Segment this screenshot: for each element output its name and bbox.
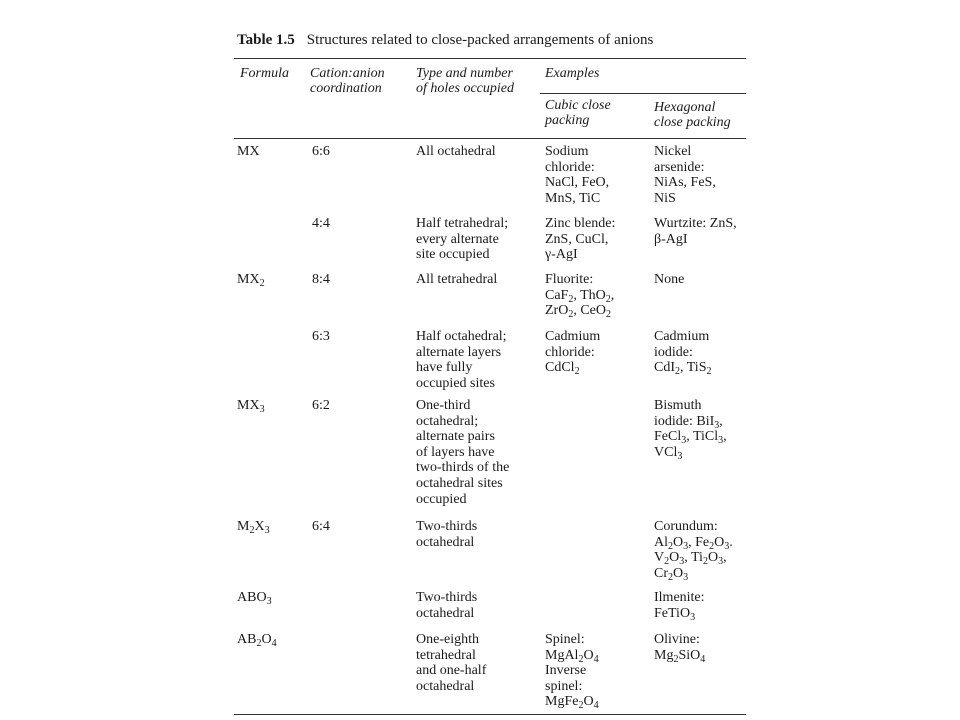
cell-line: Sodium — [545, 144, 589, 159]
cell-line: octahedral — [416, 678, 475, 694]
cell-formula — [237, 144, 260, 160]
cell-hexagonal-example — [654, 632, 705, 663]
table-title: Structures related to close-packed arrangements of anions — [306, 32, 654, 48]
cell-holes — [416, 272, 497, 288]
cell-line: All octahedral — [416, 144, 496, 159]
header-cubic-close-packing: Cubic close packing — [545, 98, 611, 128]
cell-line: occupied sites — [416, 375, 495, 391]
cell-line: $Mg_2SiO_4$ — [654, 647, 706, 665]
cell-cubic-example — [545, 329, 600, 376]
cell-cubic-example — [545, 144, 609, 206]
cell-cubic-example — [545, 272, 614, 319]
cell-line: ZnS, CuCl, — [545, 231, 609, 247]
cell-holes — [416, 144, 496, 160]
cell-line: FeTiO$_3$ — [654, 605, 696, 623]
table-caption — [237, 32, 653, 49]
cell-line: octahedral; — [416, 413, 479, 429]
cell-line: $M_2X_3$ — [237, 519, 270, 536]
cell-line: None — [654, 272, 685, 287]
header-examples: Examples — [545, 66, 600, 81]
cell-line: CdCl$_2$ — [545, 360, 580, 378]
cell-line: alternate layers — [416, 344, 502, 360]
cell-line: 6:2 — [312, 398, 330, 413]
cell-cubic-example — [545, 216, 615, 263]
header-holes: Type and number of holes occupied — [416, 66, 514, 96]
cell-line: octahedral — [416, 605, 475, 621]
cell-line: Inverse — [545, 663, 587, 679]
cell-coordination — [312, 329, 330, 345]
cell-line: $Cr_2O_3$ — [654, 565, 689, 583]
header-rule — [234, 138, 746, 139]
cell-holes — [416, 519, 477, 550]
cell-line: 6:3 — [312, 329, 330, 344]
cell-formula — [237, 519, 270, 535]
cell-line: $ABO_3$ — [237, 590, 272, 607]
cell-line: VCl$_3$ — [654, 444, 683, 462]
cell-line: alternate pairs — [416, 429, 495, 445]
cell-holes — [416, 216, 508, 263]
cell-line: iodide: — [654, 344, 693, 360]
cell-line: NaCl, FeO, — [545, 175, 610, 191]
cell-line: 8:4 — [312, 272, 330, 287]
cell-line: One-eighth — [416, 632, 479, 647]
cell-line: Cadmium — [654, 329, 710, 344]
cell-line: $MgAl_2O_4$ — [545, 647, 599, 665]
cell-coordination — [312, 398, 330, 414]
cell-holes — [416, 329, 507, 391]
cell-line: Half tetrahedral; — [416, 216, 509, 231]
cell-coordination — [312, 216, 330, 232]
cell-hexagonal-example — [654, 272, 684, 288]
cell-hexagonal-example — [654, 144, 716, 206]
cell-line: tetrahedral — [416, 647, 476, 663]
cell-hexagonal-example — [654, 216, 737, 247]
cell-line: two-thirds of the — [416, 460, 510, 476]
cell-holes — [416, 398, 509, 507]
cell-holes — [416, 590, 477, 621]
header-formula: Formula — [240, 66, 289, 81]
cell-formula — [237, 272, 265, 288]
cell-line: All tetrahedral — [416, 272, 498, 287]
cell-line: Two-thirds — [416, 590, 478, 605]
cell-hexagonal-example — [654, 329, 711, 376]
cell-line: β-AgI — [654, 231, 688, 247]
cell-line: Nickel — [654, 144, 692, 159]
cell-line: spinel: — [545, 678, 583, 694]
cell-line: $MX_3$ — [237, 398, 265, 415]
cell-line: Olivine: — [654, 632, 700, 647]
cell-line: Zinc blende: — [545, 216, 616, 231]
cell-line: octahedral — [416, 534, 475, 550]
cell-line: CdI$_2$, TiS$_2$ — [654, 360, 712, 378]
cell-line: and one-half — [416, 663, 487, 679]
cell-hexagonal-example — [654, 398, 727, 460]
cell-line: of layers have — [416, 444, 495, 460]
cell-line: $Al_2O_3$, $Fe_2O_3$. — [654, 534, 733, 552]
cell-line: One-third — [416, 398, 471, 413]
cell-line: $MgFe_2O_4$ — [545, 694, 599, 712]
cell-line: Bismuth — [654, 398, 702, 413]
cell-coordination — [312, 272, 330, 288]
cell-line: γ-AgI — [545, 247, 578, 263]
cell-line: have fully — [416, 360, 473, 376]
cell-line: NiS — [654, 190, 676, 206]
cell-line: Wurtzite: ZnS, — [654, 216, 737, 231]
cell-line: Two-thirds — [416, 519, 478, 534]
cell-line: 6:4 — [312, 519, 330, 534]
cell-line: Cadmium — [545, 329, 601, 344]
header-coordination: Cation:anion coordination — [310, 66, 385, 96]
cell-line: $V_2O_3$, $Ti_2O_3$, — [654, 550, 727, 568]
top-rule — [234, 58, 746, 59]
cell-hexagonal-example — [654, 590, 705, 621]
cell-coordination — [312, 144, 330, 160]
cell-line: Half octahedral; — [416, 329, 507, 344]
cell-line: MnS, TiC — [545, 190, 601, 206]
cell-line: 4:4 — [312, 216, 330, 231]
cell-line: chloride: — [545, 159, 595, 175]
cell-formula — [237, 590, 272, 606]
cell-line: chloride: — [545, 344, 595, 360]
cell-hexagonal-example — [654, 519, 733, 581]
cell-coordination — [312, 519, 330, 535]
cell-line: $MX_2$ — [237, 272, 265, 289]
cell-line: site occupied — [416, 247, 490, 263]
cell-line: arsenide: — [654, 159, 705, 175]
cell-formula — [237, 398, 265, 414]
cell-line: every alternate — [416, 231, 499, 247]
cell-line: FeCl$_3$, TiCl$_3$, — [654, 429, 727, 447]
table-number: Table 1.5 — [237, 32, 295, 48]
header-hexagonal-close-packing: Hexagonal close packing — [654, 100, 731, 130]
bottom-rule — [234, 714, 746, 715]
cell-formula — [237, 632, 277, 648]
cell-line: Corundum: — [654, 519, 718, 534]
examples-rule — [540, 93, 746, 94]
cell-line: CaF$_2$, ThO$_2$, — [545, 287, 615, 305]
cell-line: NiAs, FeS, — [654, 175, 716, 191]
cell-line: ZrO$_2$, CeO$_2$ — [545, 303, 611, 321]
cell-line: Ilmenite: — [654, 590, 705, 605]
cell-line: Spinel: — [545, 632, 585, 647]
cell-line: Fluorite: — [545, 272, 594, 287]
cell-line: iodide: BiI$_3$, — [654, 413, 723, 431]
cell-cubic-example — [545, 632, 599, 710]
cell-line: $AB_2O_4$ — [237, 632, 277, 649]
cell-holes — [416, 632, 486, 694]
cell-line: 6:6 — [312, 144, 330, 159]
cell-line: octahedral sites — [416, 475, 503, 491]
cell-line: occupied — [416, 491, 467, 507]
cell-line: MX — [237, 144, 260, 159]
